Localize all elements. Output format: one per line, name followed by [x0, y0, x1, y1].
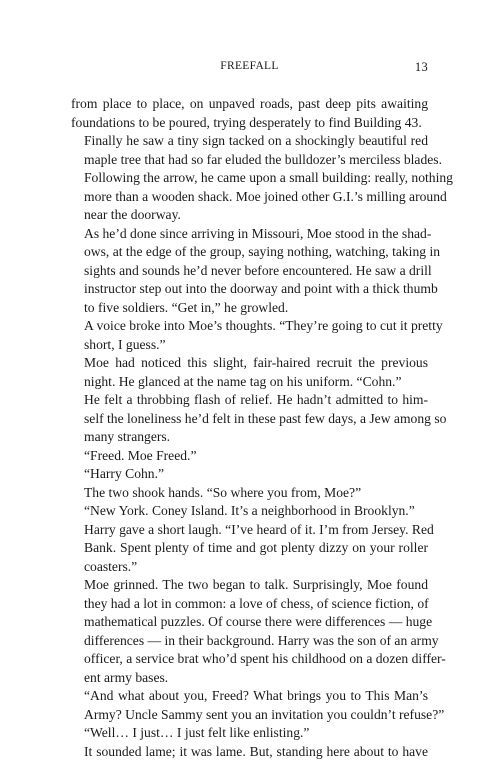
text-line: “Freed. Moe Freed.”	[71, 447, 428, 466]
text-line: many strangers.	[71, 428, 428, 447]
paragraph	[71, 447, 428, 466]
text-line: “Well… I just… I just felt like enlisting.”	[71, 724, 428, 743]
text-line: Following the arrow, he came upon a small building: really, nothing	[71, 169, 428, 188]
text-line: maple tree that had so far eluded the bulldozer’s merciless blades.	[71, 151, 428, 170]
page-number: 13	[415, 60, 428, 75]
text-line: ows, at the edge of the group, saying nothing, watching, taking in	[71, 243, 428, 262]
paragraph	[71, 391, 428, 447]
running-head: FREEFALL	[71, 60, 428, 72]
text-line: Moe had noticed this slight, fair-haired recruit the previous	[71, 354, 428, 373]
paragraph	[71, 502, 428, 521]
text-line: night. He glanced at the name tag on his uniform. “Cohn.”	[71, 373, 428, 392]
text-line: they had a lot in common: a love of chess, of science fiction, of	[71, 595, 428, 614]
text-line: instructor step out into the doorway and point with a thick thumb	[71, 280, 428, 299]
paragraph	[71, 132, 428, 225]
paragraph	[71, 317, 428, 354]
text-line: He felt a throbbing flash of relief. He hadn’t admitted to him-	[71, 391, 428, 410]
text-line: As he’d done since arriving in Missouri, Moe stood in the shad-	[71, 225, 428, 244]
paragraph	[71, 484, 428, 503]
text-line: Army? Uncle Sammy sent you an invitation you couldn’t refuse?”	[71, 706, 428, 725]
text-line: “And what about you, Freed? What brings you to This Man’s	[71, 687, 428, 706]
paragraph	[71, 465, 428, 484]
paragraph	[71, 687, 428, 724]
paragraph	[71, 354, 428, 391]
paragraph	[71, 225, 428, 318]
text-line: from place to place, on unpaved roads, past deep pits awaiting	[71, 95, 428, 114]
text-line: Bank. Spent plenty of time and got plenty dizzy on your roller	[71, 539, 428, 558]
text-line: self the loneliness he’d felt in these past few days, a Jew among so	[71, 410, 428, 429]
text-line: ent army bases.	[71, 669, 428, 688]
paragraph	[71, 743, 428, 761]
paragraph	[71, 576, 428, 687]
text-line: It sounded lame; it was lame. But, standing here about to have	[71, 743, 428, 761]
text-line: The two shook hands. “So where you from, Moe?”	[71, 484, 428, 503]
text-line: differences — in their background. Harry was the son of an army	[71, 632, 428, 651]
text-line: officer, a service brat who’d spent his childhood on a dozen differ-	[71, 650, 428, 669]
text-line: short, I guess.”	[71, 336, 428, 355]
text-line: more than a wooden shack. Moe joined other G.I.’s milling around	[71, 188, 428, 207]
text-line: Moe grinned. The two began to talk. Surprisingly, Moe found	[71, 576, 428, 595]
text-line: near the doorway.	[71, 206, 428, 225]
text-line: sights and sounds he’d never before encountered. He saw a drill	[71, 262, 428, 281]
text-line: “New York. Coney Island. It’s a neighborhood in Brooklyn.”	[71, 502, 428, 521]
text-line: Finally he saw a tiny sign tacked on a shockingly beautiful red	[71, 132, 428, 151]
text-line: foundations to be poured, trying desperately to find Building 43.	[71, 114, 428, 133]
page-header	[71, 60, 428, 78]
text-line: coasters.”	[71, 558, 428, 577]
paragraph	[71, 95, 428, 132]
text-line: Harry gave a short laugh. “I’ve heard of it. I’m from Jersey. Red	[71, 521, 428, 540]
text-line: “Harry Cohn.”	[71, 465, 428, 484]
paragraph	[71, 521, 428, 577]
text-line: mathematical puzzles. Of course there were differences — huge	[71, 613, 428, 632]
text-line: A voice broke into Moe’s thoughts. “They’re going to cut it pretty	[71, 317, 428, 336]
text-line: to five soldiers. “Get in,” he growled.	[71, 299, 428, 318]
body-text	[71, 95, 428, 761]
